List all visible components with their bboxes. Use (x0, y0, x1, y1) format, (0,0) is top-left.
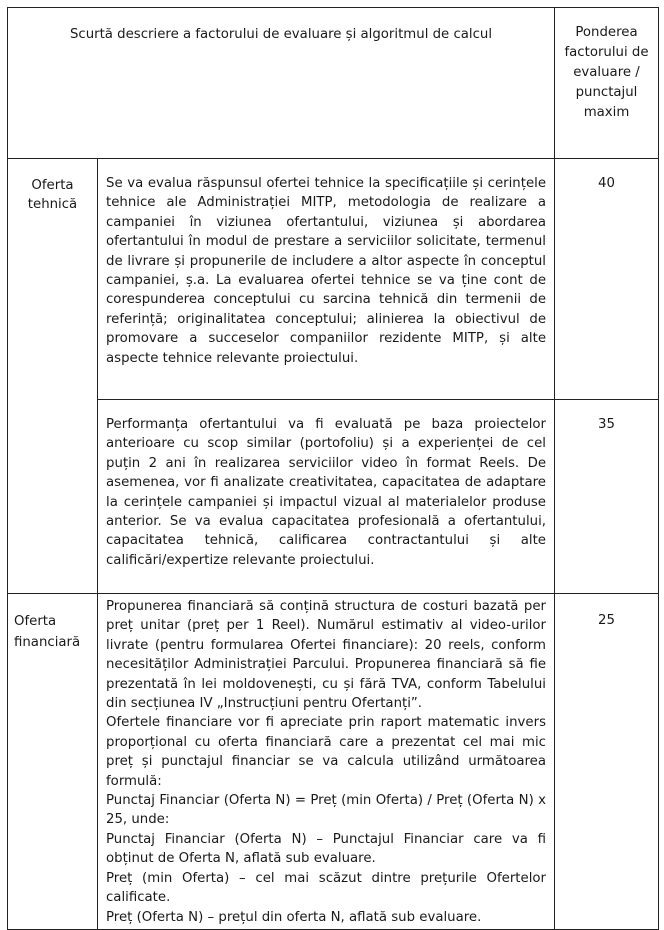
performance-score: 35 (555, 400, 659, 594)
evaluation-criteria-table (7, 7, 659, 930)
financial-score: 25 (555, 594, 659, 930)
table-header-row (8, 8, 659, 159)
performance-description: Performanța ofertantului va fi evaluată pe baza proiectelor anterioare cu scop similar (portofoliu) și a experienței de cel puțin 2 ani în realizarea serviciilor video în format Reels. De asemenea, vor fi analizate creativitatea, capacitatea de adaptare la cerințele campaniei și impactul vizual al materialelor produse anterior. Se va evalua capacitatea profesională a ofertantului, capacitatea tehnică, calificarea contractantului și alte calificări/expertize relevante proiectului. (98, 400, 555, 594)
financial-description (98, 594, 555, 930)
table-row (8, 159, 659, 400)
technical-description: Se va evalua răspunsul ofertei tehnice la specificațiile și cerințele tehnice ale Administrației MITP, metodologia de realizare a campaniei în viziunea ofertantului, viziunea și abordarea ofertantului în modul de prestare a serviciilor solicitate, termenul de livrare și propunerile de includere a altor aspecte în conceptul campaniei, ș.a. La evaluarea ofertei tehnice se va ține cont de corespunderea conceptului cu sarcina tehnică din termenii de referință; originalitatea conceptului; alinierea la obiectivul de promovare a succeselor companiilor rezidente MITP, și alte aspecte tehnice relevante proiectului. (98, 159, 555, 400)
table-row (8, 594, 659, 930)
financial-definition: Preț (min Oferta) – cel mai scăzut dintre prețurile Ofertelor calificate. (106, 870, 546, 906)
financial-paragraph: Propunerea financiară să conțină structura de costuri bazată per preț unitar (preț per 1 Reel). Numărul estimativ al video-urilor livrate (pentru formularea Ofertei financiare): 20 reels, conform necesităților Administrației Parcului. Propunerea financiară să fie prezentată în lei moldovenești, cu și fără TVA, conform Tabelului din secțiunea IV „Instrucțiuni pentru Ofertanți”. (106, 599, 546, 712)
technical-score: 40 (555, 159, 659, 400)
financial-definition: Preț (Oferta N) – prețul din oferta N, aflată sub evaluare. (106, 909, 482, 925)
table-row (8, 400, 659, 594)
criterion-financial: Oferta financiară (8, 594, 98, 930)
financial-definition: Punctaj Financiar (Oferta N) – Punctajul Financiar care va fi obținut de Oferta N, aflată sub evaluare. (106, 831, 546, 867)
header-weight: Ponderea factorului de evaluare / punctajul maxim (555, 8, 659, 159)
financial-paragraph: Ofertele financiare vor fi apreciate prin raport matematic invers proporțional cu oferta financiară care a prezentat cel mai mic preț și punctajul financiar se va calcula utilizând următoarea formulă: (106, 715, 546, 789)
financial-formula: Punctaj Financiar (Oferta N) = Preț (min Oferta) / Preț (Oferta N) x 25, unde: (106, 793, 546, 828)
header-description: Scurtă descriere a factorului de evaluare și algoritmul de calcul (8, 8, 555, 159)
criterion-technical: Oferta tehnică (8, 159, 98, 594)
